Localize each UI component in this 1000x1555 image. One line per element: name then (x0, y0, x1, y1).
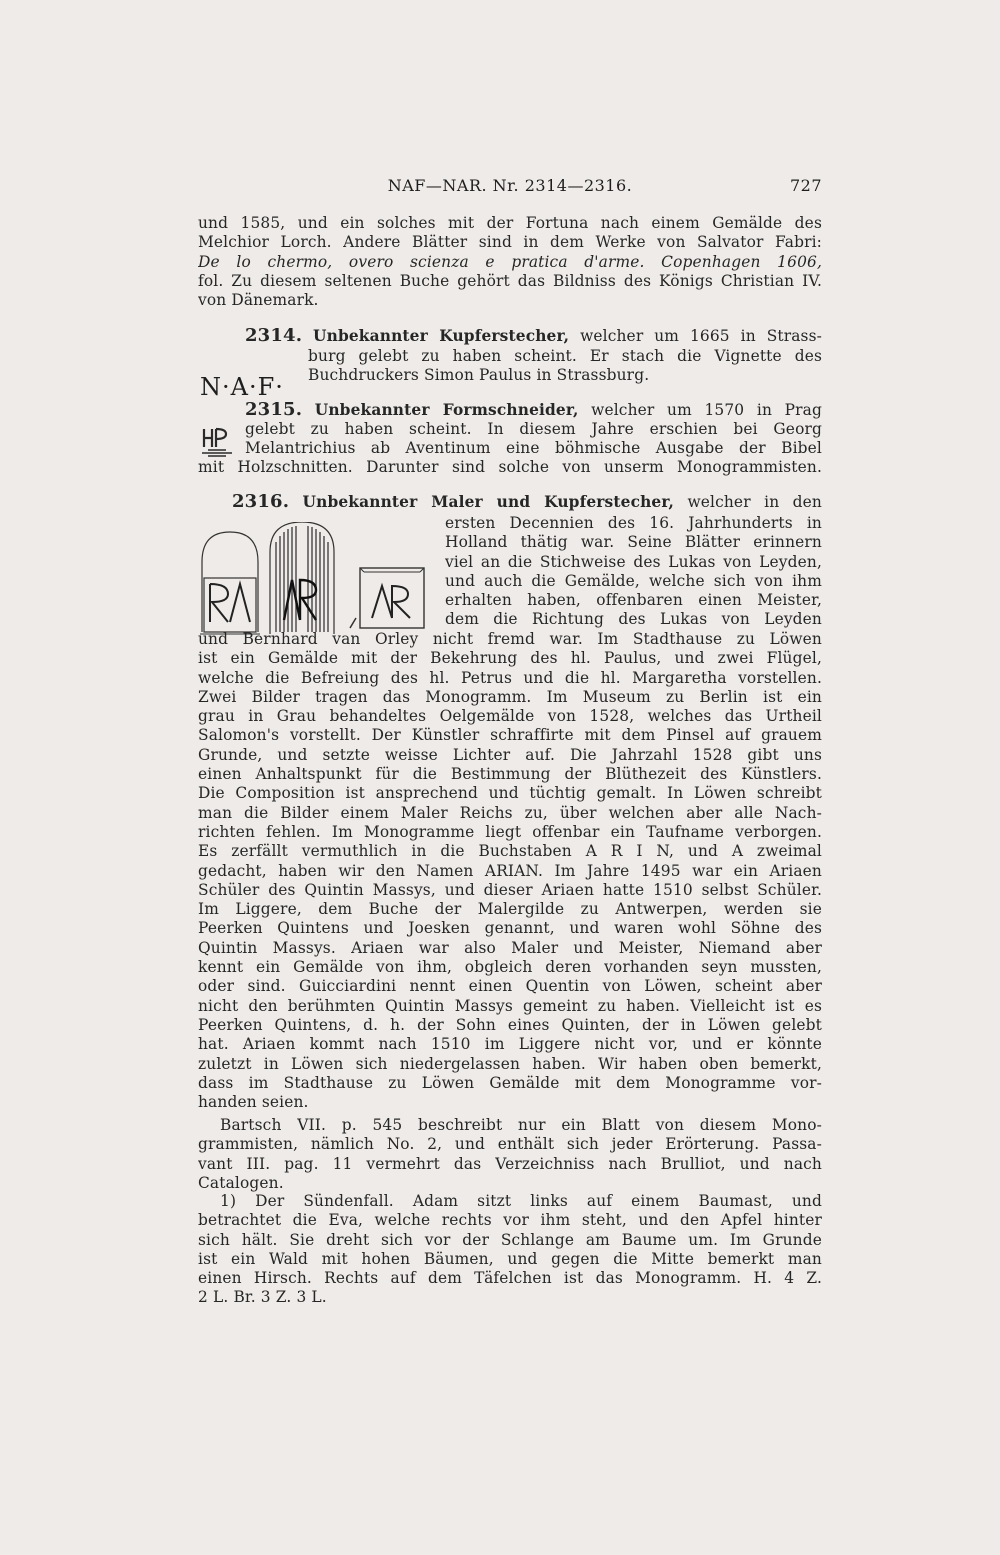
text-line: von Dänemark. (198, 291, 319, 310)
text-line: man die Bilder einem Maler Reichs zu, über welchen aber alle Nach- (198, 803, 822, 822)
text-line: zuletzt in Löwen sich niedergelassen haben. Wir haben oben bemerkt, (198, 1054, 822, 1073)
entry-title: Unbekannter Maler und Kupferstecher, (302, 493, 675, 511)
text-line: gelebt zu haben scheint. In diesem Jahre erschien bei Georg (245, 420, 822, 438)
text-line: oder sind. Guicciardini nennt einen Quentin von Löwen, scheint aber (198, 977, 822, 996)
text-line: Peerken Quintens und Joesken genannt, und waren wohl Söhne des (198, 919, 822, 938)
page-number: 727 (789, 176, 822, 195)
text-line: Peerken Quintens, d. h. der Sohn eines Quinten, der in Löwen gelebt (198, 1015, 822, 1034)
text-line: nicht den berühmten Quintin Massys gemeint zu haben. Vielleicht ist es (198, 996, 822, 1015)
entry-2316-body (198, 630, 822, 1112)
text-line: einen Anhaltspunkt für die Bestimmung der Blüthezeit des Künstlers. (198, 765, 822, 784)
text-line: Holland thätig war. Seine Blätter erinnern (445, 533, 822, 552)
text-line: Salomon's vorstellt. Der Künstler schraffirte mit dem Pinsel auf grauem (198, 726, 822, 745)
text-line: erhalten haben, offenbaren einen Meister, (445, 591, 822, 610)
entry-number: 2315. (245, 400, 303, 420)
text-line: richten fehlen. Im Monogramme liegt offenbar ein Taufname verborgen. (198, 822, 822, 841)
text-line: und auch die Gemälde, welche sich von ihm (445, 571, 822, 590)
monogram-tablet-center-icon (270, 522, 334, 634)
entry-number: 2316. (232, 492, 290, 512)
text-line: ist ein Gemälde mit der Bekehrung des hl. Paulus, und zwei Flügel, (198, 649, 822, 668)
text-line: grammisten, nämlich No. 2, und enthält sich jeder Erörterung. Passa- (198, 1135, 822, 1154)
text-fragment: welcher in den (674, 493, 822, 511)
item-1-paragraph (198, 1192, 822, 1308)
text-line: De lo chermo, overo scienza e pratica d'arme. Copenhagen 1606, (198, 252, 822, 271)
monogram-tablet-right-icon (350, 568, 424, 628)
text-line: mit Holzschnitten. Darunter sind solche von unserm Monogrammisten. (198, 458, 822, 476)
text-line: burg gelebt zu haben scheint. Er stach die Vignette des (308, 347, 822, 365)
text-line: Grunde, und setzte weisse Lichter auf. Die Jahrzahl 1528 gibt uns (198, 745, 822, 764)
text-line: grau in Grau behandeltes Oelgemälde von 1528, welches das Urtheil (198, 707, 822, 726)
text-line: sich hält. Sie dreht sich vor der Schlange am Baume um. Im Grunde (198, 1230, 822, 1249)
entry-2315-last (198, 458, 822, 477)
text-line: Buchdruckers Simon Paulus in Strassburg. (308, 366, 650, 385)
intro-paragraph (198, 214, 822, 310)
text-line: Schüler des Quintin Massys, und dieser Ariaen hatte 1510 selbst Schüler. (198, 880, 822, 899)
text-line: Bartsch VII. p. 545 beschreibt nur ein Blatt von diesem Mono- (220, 1116, 822, 1134)
text-line: handen seien. (198, 1093, 309, 1112)
entry-title: Unbekannter Formschneider, (314, 401, 579, 419)
entry-title: Unbekannter Kupferstecher, (313, 327, 570, 345)
text-line: einen Hirsch. Rechts auf dem Täfelchen ist das Monogramm. H. 4 Z. (198, 1269, 822, 1288)
text-line: und 1585, und ein solches mit der Fortuna nach einem Gemälde des (198, 214, 822, 232)
text-line: Catalogen. (198, 1173, 284, 1192)
text-fragment: welcher um 1665 in Strass- (569, 327, 822, 345)
text-line: fol. Zu diesem seltenen Buche gehört das Bildniss des Königs Christian IV. (198, 271, 822, 290)
entry-2314-head (245, 326, 822, 345)
text-line: hat. Ariaen kommt nach 1510 im Liggere nicht vor, und er könnte (198, 1035, 822, 1054)
text-line: Melantrichius ab Aventinum eine böhmische Ausgabe der Bibel (245, 439, 822, 458)
text-line: 2 L. Br. 3 Z. 3 L. (198, 1288, 327, 1307)
monogram-naf: N·A·F· (200, 373, 284, 401)
text-line: Es zerfällt vermuthlich in die Buchstaben A R I N, und A zweimal (198, 842, 822, 861)
text-line: kennt ein Gemälde von ihm, obgleich deren vorhanden seyn mussten, (198, 958, 822, 977)
text-line: dass im Stadthause zu Löwen Gemälde mit dem Monogramme vor- (198, 1073, 822, 1092)
text-line: und Bernhard van Orley nicht fremd war. Im Stadthause zu Löwen (198, 630, 822, 648)
monogram-tablet-left-icon (202, 532, 258, 632)
text-line: ist ein Wald mit hohen Bäumen, und gegen die Mitte bemerkt man (198, 1249, 822, 1268)
header-title: NAF—NAR. Nr. 2314—2316. (387, 176, 633, 195)
entry-2314-body (308, 347, 822, 386)
text-line: viel an die Stichweise des Lukas von Leyden, (445, 552, 822, 571)
entry-number: 2314. (245, 326, 303, 346)
bartsch-paragraph (198, 1116, 822, 1193)
entry-2315-head (245, 400, 822, 419)
text-line: Melchior Lorch. Andere Blätter sind in dem Werke von Salvator Fabri: (198, 233, 822, 252)
text-line: Die Composition ist ansprechend und tüchtig gemalt. In Löwen schreibt (198, 784, 822, 803)
text-line: betrachtet die Eva, welche rechts vor ihm steht, und den Apfel hinter (198, 1211, 822, 1230)
entry-2316-side (445, 514, 822, 630)
text-line: dem die Richtung des Lukas von Leyden (445, 610, 822, 629)
text-line: Zwei Bilder tragen das Monogramm. Im Museum zu Berlin ist ein (198, 687, 822, 706)
monogram-hp-icon (200, 425, 234, 459)
monogram-figures (200, 522, 440, 637)
entry-2315-body (245, 420, 822, 459)
text-line: Im Liggere, dem Buche der Malergilde zu Antwerpen, werden sie (198, 900, 822, 919)
text-line: 1) Der Sündenfall. Adam sitzt links auf einem Baumast, und (220, 1192, 822, 1210)
text-line: Quintin Massys. Ariaen war also Maler und Meister, Niemand aber (198, 938, 822, 957)
text-line: welche die Befreiung des hl. Petrus und die hl. Margaretha vorstellen. (198, 668, 822, 687)
text-fragment: welcher um 1570 in Prag (578, 401, 822, 419)
text-line: gedacht, haben wir den Namen ARIAN. Im Jahre 1495 war ein Ariaen (198, 861, 822, 880)
entry-2316-head (232, 492, 822, 511)
text-line: ersten Decennien des 16. Jahrhunderts in (445, 514, 822, 532)
text-line: vant III. pag. 11 vermehrt das Verzeichniss nach Brulliot, und nach (198, 1154, 822, 1173)
